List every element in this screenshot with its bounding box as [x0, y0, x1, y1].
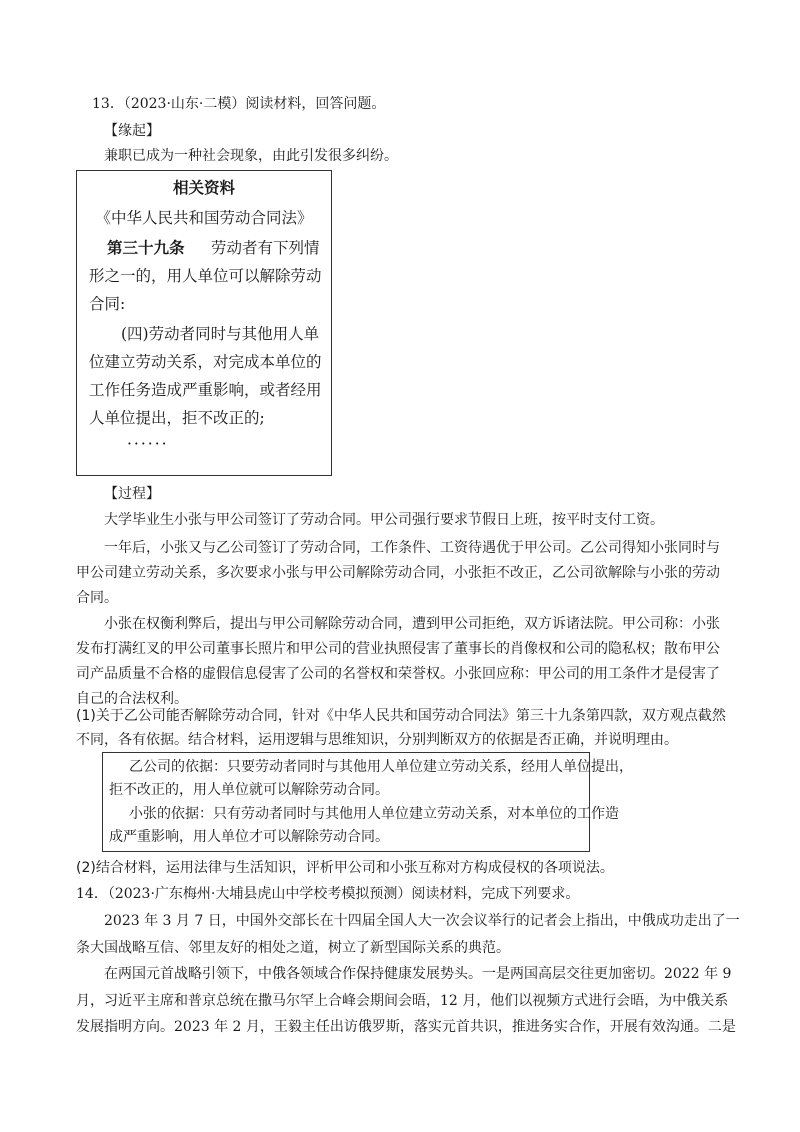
article-line: 合同:	[89, 295, 126, 313]
question-2: (2)结合材料，运用法律与生活知识，评析甲公司和小张互称对方构成侵权的各项说法。	[76, 860, 614, 876]
q14-header: 14．（2023·广东梅州·大埔县虎山中学校考模拟预测）阅读材料，完成下列要求。	[76, 886, 580, 902]
material-title: 相关资料	[172, 178, 235, 197]
article-line: 人单位提出，拒不改正的;	[89, 409, 265, 427]
paragraph: 发布打满红叉的甲公司董事长照片和甲公司的营业执照侵害了董事长的肖像权和公司的隐私权；散布甲公	[76, 641, 720, 657]
yi-company-basis: 拒不改正的，用人单位就可以解除劳动合同。	[109, 782, 389, 798]
yi-company-basis: 乙公司的依据：只要劳动者同时与其他用人单位建立劳动关系，经用人单位提出，	[129, 759, 633, 775]
paragraph: 小张在权衡利弊后，提出与甲公司解除劳动合同，遭到甲公司拒绝，双方诉诸法院。甲公司称：小张	[104, 616, 720, 632]
article-line: 位建立劳动关系，对完成本单位的	[89, 353, 322, 371]
article-line: 形之一的，用人单位可以解除劳动	[89, 267, 322, 285]
paragraph: 在两国元首战略引领下，中俄各领域合作保持健康发展势头。一是两国高层交往更加密切。2022 年 9	[104, 966, 732, 982]
yuanqi-text: 兼职已成为一种社会现象，由此引发很多纠纷。	[104, 148, 398, 164]
paragraph: 条大国战略互信、邻里友好的相处之道，树立了新型国际关系的典范。	[76, 940, 510, 956]
yuanqi-label: 【缘起】	[104, 123, 160, 139]
material-box	[76, 170, 332, 476]
zhang-basis: 小张的依据：只有劳动者同时与其他用人单位建立劳动关系，对本单位的工作造	[129, 806, 619, 822]
basis-box	[102, 752, 633, 852]
guocheng-label: 【过程】	[104, 486, 160, 502]
paragraph: 大学毕业生小张与甲公司签订了劳动合同。甲公司强行要求节假日上班，按平时支付工资。	[104, 512, 664, 528]
paragraph: 甲公司建立劳动关系，多次要求小张与甲公司解除劳动合同，小张拒不改正，乙公司欲解除与小张的劳动	[76, 565, 720, 581]
paragraph: 自己的合法权利。	[76, 691, 188, 707]
question-1: 不同，各有依据。结合材料，运用逻辑与思维知识，分别判断双方的依据是否正确，并说明理由。	[76, 732, 678, 748]
article-text: 劳动者有下列情	[211, 239, 320, 257]
ellipsis: ······	[127, 435, 169, 453]
paragraph: 月，习近平主席和普京总统在撒马尔罕上合峰会期间会晤，12 月，他们以视频方式进行会晤，为中俄关系	[76, 993, 729, 1009]
question-1: (1)关于乙公司能否解除劳动合同，针对《中华人民共和国劳动合同法》第三十九条第四款，双方观点截然	[76, 708, 726, 724]
paragraph: 2023 年 3 月 7 日，中国外交部长在十四届全国人大一次会议举行的记者会上指出，中俄成功走出了一	[104, 913, 740, 929]
article-line: 工作任务造成严重影响，或者经用	[89, 381, 322, 399]
q13-header: 13．（2023·山东·二模）阅读材料，回答问题。	[92, 96, 386, 112]
paragraph: 一年后，小张又与乙公司签订了劳动合同，工作条件、工资待遇优于甲公司。乙公司得知小张同时与	[104, 540, 720, 556]
zhang-basis: 成严重影响，用人单位才可以解除劳动合同。	[109, 829, 389, 845]
paragraph: 合同。	[76, 590, 118, 606]
paragraph: 发展指明方向。2023 年 2 月，王毅主任出访俄罗斯，落实元首共识，推进务实合作，开展有效沟通。二是	[76, 1019, 736, 1035]
paragraph: 司产品质量不合格的虚假信息侵害了公司的名誉权和荣誉权。小张回应称：甲公司的用工条件才是侵害了	[76, 666, 720, 682]
law-name: 《中华人民共和国劳动合同法》	[95, 209, 313, 227]
article-number: 第三十九条	[107, 238, 185, 257]
article-line: (四)劳动者同时与其他用人单	[121, 325, 320, 343]
